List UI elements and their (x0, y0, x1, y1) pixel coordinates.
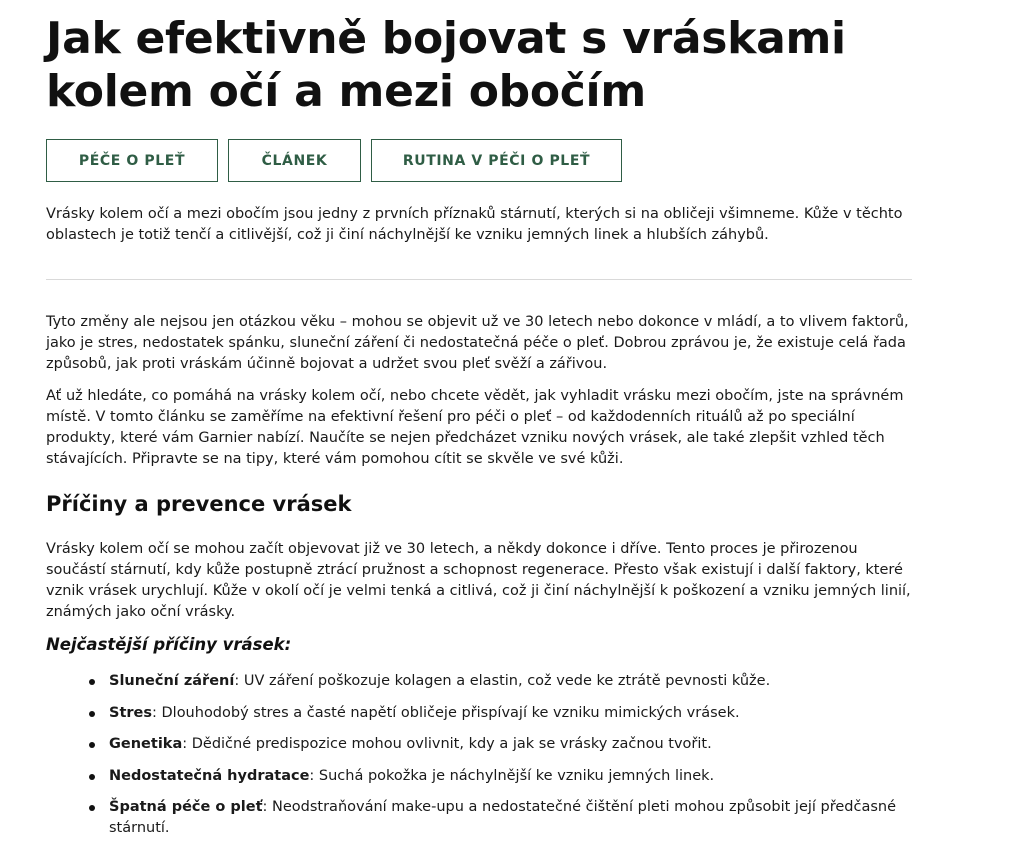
causes-subheading: Nejčastější příčiny vrásek: (46, 635, 292, 654)
bullet-icon (89, 805, 95, 811)
list-item (89, 766, 914, 787)
article-paragraph-1: Tyto změny ale nejsou jen otázkou věku – mohou se objevit už ve 30 letech nebo dokonce v mládí, a to vlivem faktorů, jako je stres, nedostatek spánku, sluneční záření či nedostatečná péče o pleť. Dobrou zprávou je, že existuje celá řada způsobů, jak proti vráskám účinně bojovat a udržet svou pleť svěží a zářivou. (46, 314, 909, 372)
list-item-text: : UV záření poškozuje kolagen a elastin, což vede ke ztrátě pevnosti kůže. (234, 673, 771, 689)
list-item-text: : Dědičné predispozice mohou ovlivnit, kdy a jak se vrásky začnou tvořit. (182, 736, 712, 752)
section-heading: Příčiny a prevence vrásek (46, 492, 352, 516)
causes-list (46, 671, 914, 849)
tag-clanek[interactable]: ČLÁNEK (228, 139, 361, 182)
list-item-term: Nedostatečná hydratace (109, 767, 310, 784)
bullet-icon (89, 742, 95, 748)
list-item (89, 671, 914, 692)
list-item-term: Sluneční záření (109, 673, 235, 689)
article-tags (46, 139, 622, 182)
section-divider (46, 279, 912, 280)
list-item-term: Stres (109, 704, 152, 721)
tag-pece-o-plet[interactable]: PÉČE O PLEŤ (46, 139, 218, 182)
bullet-icon (89, 774, 95, 780)
list-item-text: : Suchá pokožka je náchylnější ke vzniku jemných linek. (309, 767, 715, 784)
list-item-text: : Dlouhodobý stres a časté napětí obličeje přispívají ke vzniku mimických vrásek. (152, 704, 740, 721)
list-item (89, 703, 914, 724)
article-content (46, 0, 914, 836)
list-item-term: Genetika (109, 736, 183, 752)
article-intro: Vrásky kolem očí a mezi obočím jsou jedny z prvních příznaků stárnutí, kterých si na obličeji všimneme. Kůže v těchto oblastech je totiž tenčí a citlivější, což ji činí náchylnější ke vzniku jemných linek a hlubších záhybů. (46, 206, 903, 243)
article-paragraph-3: Vrásky kolem očí se mohou začít objevovat již ve 30 letech, a někdy dokonce i dříve. Tento proces je přirozenou součástí stárnutí, kdy kůže postupně ztrácí pružnost a schopnost regenerace. Přesto však existují i další faktory, které vznik vrásek urychlují. Kůže v okolí očí je velmi tenká a citlivá, což ji činí náchylnější k poškození a vzniku jemných linií, známých jako oční vrásky. (46, 541, 911, 620)
bullet-icon (89, 711, 95, 717)
list-item-term: Špatná péče o pleť (109, 799, 263, 815)
list-item (89, 797, 914, 839)
bullet-icon (89, 679, 95, 685)
tag-rutina-v-peci-o-plet[interactable]: RUTINA V PÉČI O PLEŤ (371, 139, 622, 182)
article-title: Jak efektivně bojovat s vráskami kolem očí a mezi obočím (46, 13, 846, 117)
list-item-text: : Neodstraňování make-upu a nedostatečné čištění pleti mohou způsobit její předčasné stárnutí. (109, 799, 897, 836)
article-paragraph-2: Ať už hledáte, co pomáhá na vrásky kolem očí, nebo chcete vědět, jak vyhladit vrásku mezi obočím, jste na správném místě. V tomto článku se zaměříme na efektivní řešení pro péči o pleť – od každodenních rituálů až po speciální produkty, které vám Garnier nabízí. Naučíte se nejen předcházet vzniku nových vrásek, ale také zlepšit vzhled těch stávajících. Připravte se na tipy, které vám pomohou cítit se skvěle ve své kůži. (46, 388, 904, 467)
list-item (89, 734, 914, 755)
